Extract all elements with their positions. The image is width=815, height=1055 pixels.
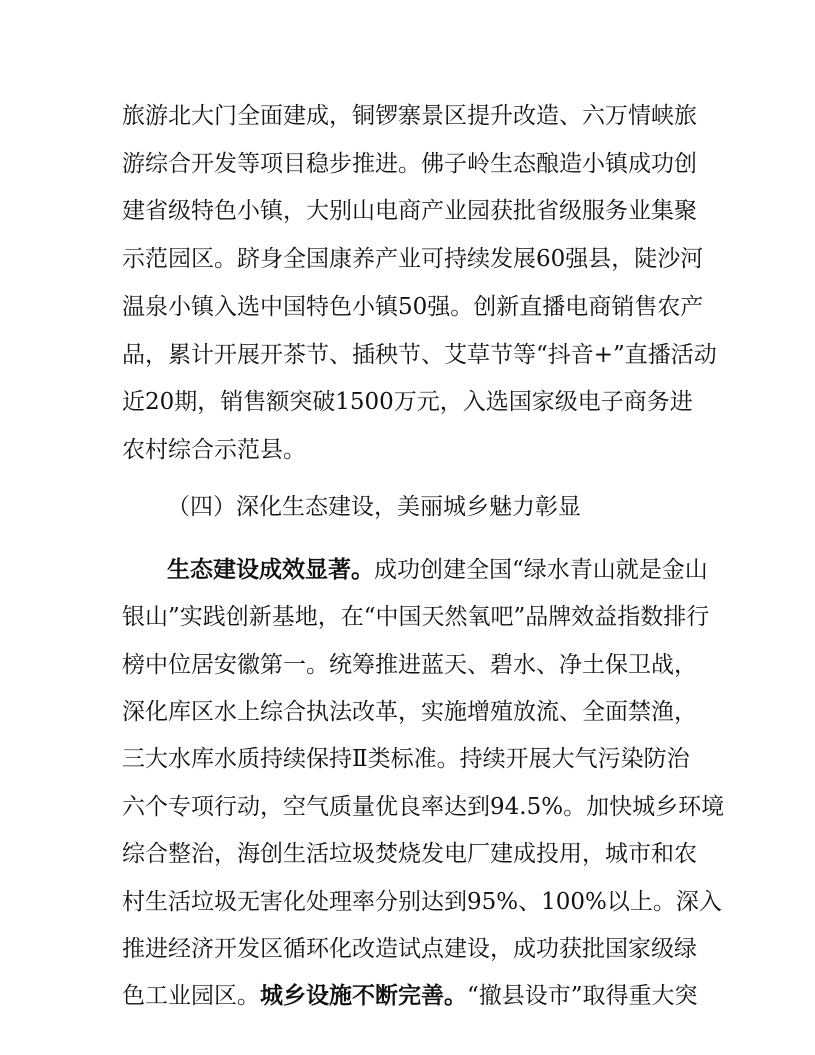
text-line: 建省级特色小镇，大别山电商产业园获批省级服务业集聚: [122, 198, 697, 224]
text-line: 近20期，销售额突破1500万元，入选国家级电子商务进: [122, 389, 693, 415]
bold-lead: 城乡设施不断完善。: [260, 983, 467, 1009]
text-line: 六个专项行动，空气质量优良率达到94.5%。加快城乡环境: [122, 794, 725, 820]
section-heading: （四）深化生态建设，美丽城乡魅力彰显: [167, 494, 581, 520]
text-line: 温泉小镇入选中国特色小镇50强。创新直播电商销售农产: [122, 294, 704, 320]
text-run: 色工业园区。: [122, 983, 260, 1009]
text-line: 综合整治，海创生活垃圾焚烧发电厂建成投用，城市和农: [122, 841, 697, 867]
paragraph-first-line: [167, 555, 708, 585]
bold-lead: 生态建设成效显著。: [167, 557, 374, 583]
text-line: 村生活垃圾无害化处理率分别达到95%、100%以上。深入: [122, 889, 722, 915]
text-line: 推进经济开发区循环化改造试点建设，成功获批国家级绿: [122, 936, 697, 962]
text-line: 深化库区水上综合执法改革，实施增殖放流、全面禁渔，: [122, 699, 697, 725]
text-line: 农村综合示范县。: [122, 437, 306, 463]
text-line: 示范园区。跻身全国康养产业可持续发展60强县，陡沙河: [122, 246, 704, 272]
text-line: 旅游北大门全面建成，铜锣寨景区提升改造、六万情峡旅: [122, 103, 697, 129]
text-line: 银山”实践创新基地，在“中国天然氧吧”品牌效益指数排行: [122, 604, 710, 630]
text-line: 三大水库水质持续保持Ⅱ类标准。持续开展大气污染防治: [122, 746, 690, 772]
text-line: 榜中位居安徽第一。统筹推进蓝天、碧水、净土保卫战，: [122, 652, 697, 678]
text-run: 成功创建全国“绿水青山就是金山: [374, 557, 708, 583]
text-line-mixed: [122, 981, 698, 1011]
text-run: “撤县设市”取得重大突: [467, 983, 698, 1009]
text-line: 游综合开发等项目稳步推进。佛子岭生态酿造小镇成功创: [122, 151, 697, 177]
text-line: 品，累计开展开茶节、插秧节、艾草节等“抖音+”直播活动: [122, 342, 717, 368]
